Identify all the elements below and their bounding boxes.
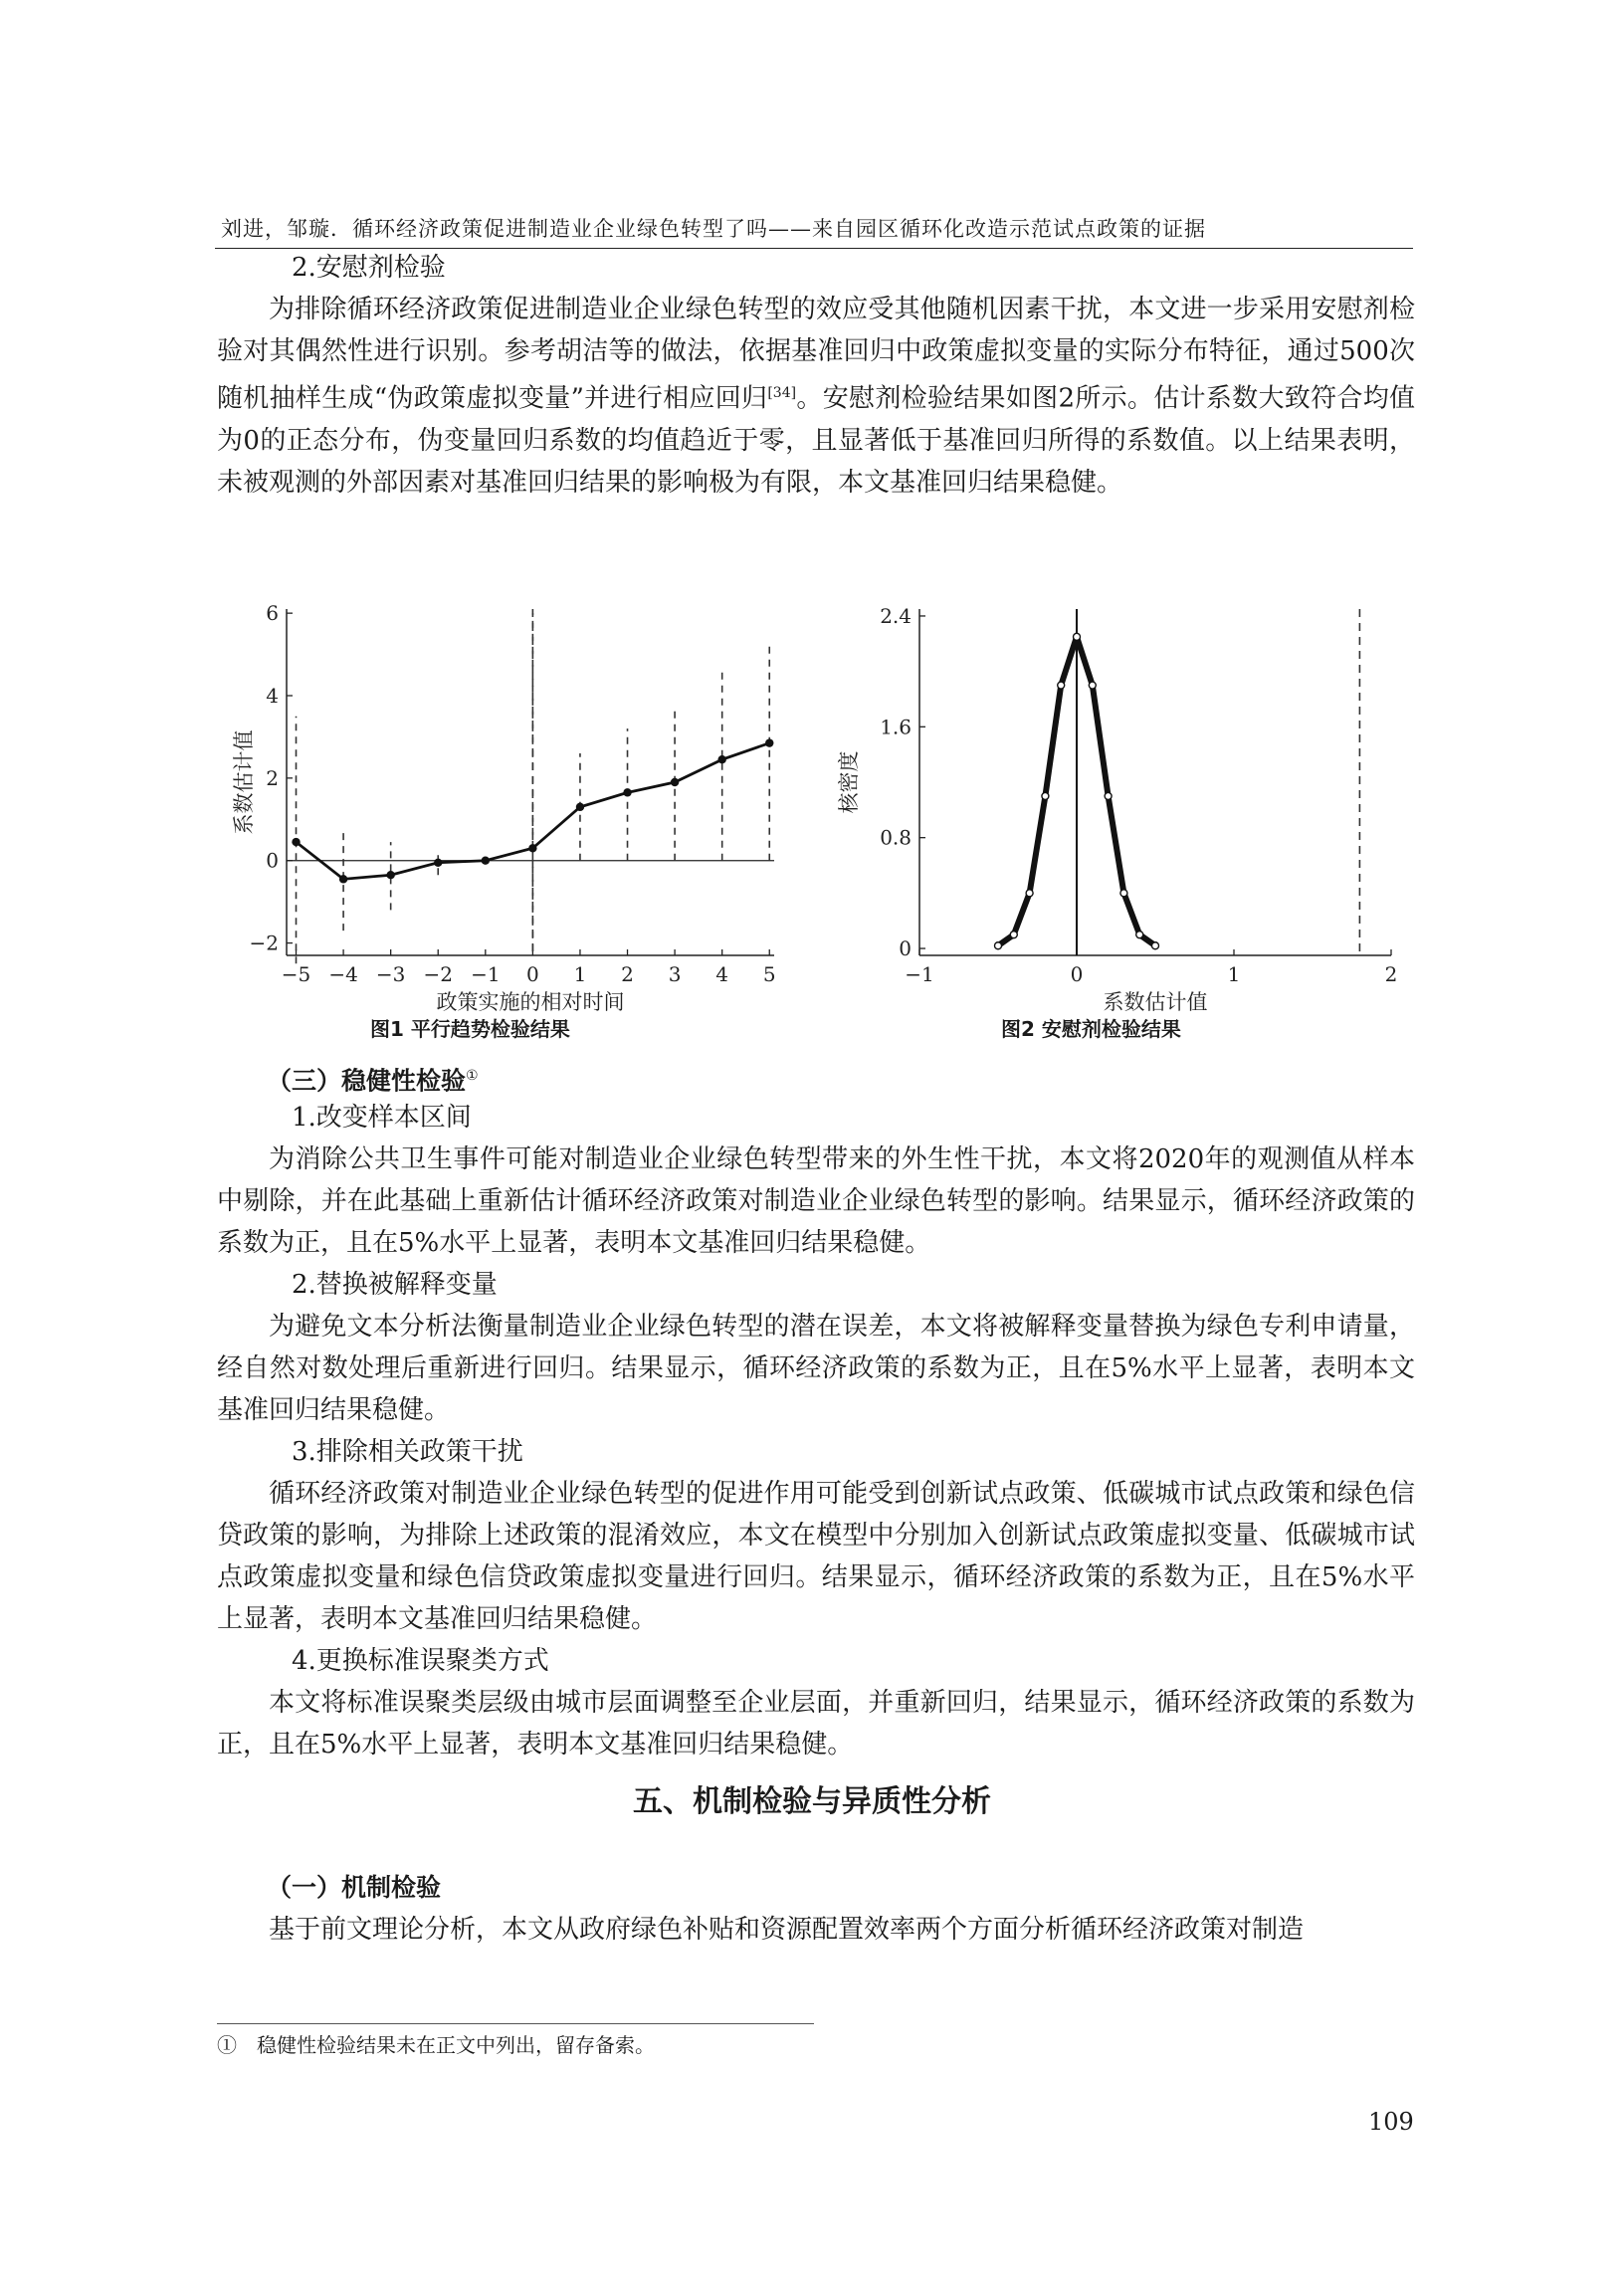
paragraph-text: 为排除循环经济政策促进制造业企业绿色转型的效应受其他随机因素干扰，本文进一步采用安慰剂检验对其偶然性进行识别。参考胡洁等的做法，依据基准回归中政策虚拟变量的实际分布特征，通过500次随机抽样生成“伪政策虚拟变量”并进行相应回归: [217, 295, 1415, 414]
x-tick-label: −4: [328, 962, 358, 986]
robust-3-title: 3.排除相关政策干扰: [292, 1437, 523, 1467]
x-tick-label: 0: [1070, 962, 1084, 986]
section-placebo-title: 2.安慰剂检验: [292, 253, 446, 283]
x-tick-label: −2: [423, 962, 453, 986]
x-axis-label: 系数估计值: [1103, 990, 1208, 1014]
running-head: 刘进，邹璇．循环经济政策促进制造业企业绿色转型了吗——来自园区循环化改造示范试点政策的证据: [221, 217, 1206, 241]
y-tick-label: −2: [249, 931, 279, 955]
section-3-heading: [267, 1055, 479, 1102]
x-tick-label: 2: [1384, 962, 1398, 986]
y-tick-label: 0: [899, 936, 912, 961]
x-tick-label: −1: [471, 962, 501, 986]
density-point: [1026, 890, 1033, 897]
robust-2-paragraph: 为避免文本分析法衡量制造业企业绿色转型的潜在误差，本文将被解释变量替换为绿色专利申请量，经自然对数处理后重新进行回归。结果显示，循环经济政策的系数为正，且在5%水平上显著，表明本文基准回归结果稳健。: [217, 1312, 1415, 1425]
density-point: [1089, 682, 1096, 689]
y-tick-label: 2.4: [880, 603, 912, 628]
density-point: [1152, 942, 1159, 949]
x-tick-label: 1: [573, 962, 587, 986]
robust-4-title: 4.更换标准误聚类方式: [292, 1646, 549, 1676]
coefficient-point: [339, 875, 347, 883]
x-tick-label: −1: [905, 962, 934, 986]
section-placebo-paragraph: [217, 289, 1415, 504]
coefficient-point: [765, 738, 773, 746]
density-point: [1058, 682, 1065, 689]
y-tick-label: 6: [266, 601, 279, 626]
coefficient-point: [717, 755, 725, 763]
x-tick-label: 0: [526, 962, 539, 986]
x-axis-label: 政策实施的相对时间: [436, 990, 625, 1014]
x-tick-label: −5: [281, 962, 311, 986]
robust-1-paragraph: 为消除公共卫生事件可能对制造业企业绿色转型带来的外生性干扰，本文将2020年的观测值从样本中剔除，并在此基础上重新估计循环经济政策对制造业企业绿色转型的影响。结果显示，循环经济政策的系数为正，且在5%水平上显著，表明本文基准回归结果稳健。: [217, 1144, 1415, 1258]
coefficient-point: [623, 788, 631, 796]
robust-4-paragraph: 本文将标准误聚类层级由城市层面调整至企业层面，并重新回归，结果显示，循环经济政策的系数为正，且在5%水平上显著，表明本文基准回归结果稳健。: [217, 1688, 1415, 1760]
robust-2-title: 2.替换被解释变量: [292, 1270, 498, 1300]
figure-1-chart: [221, 587, 798, 1015]
density-point: [1010, 932, 1017, 938]
section-3-title: （三）稳健性检验: [267, 1066, 467, 1096]
x-tick-label: −3: [375, 962, 406, 986]
footnote-rule: [217, 2023, 814, 2024]
coefficient-point: [434, 859, 442, 867]
x-tick-label: 1: [1227, 962, 1241, 986]
x-tick-label: 2: [621, 962, 634, 986]
y-axis-label: 系数估计值: [232, 729, 256, 835]
density-point: [1136, 932, 1143, 938]
citation: [34]: [767, 385, 797, 401]
x-tick-label: 5: [762, 962, 776, 986]
y-tick-label: 4: [266, 684, 279, 708]
section-5-1-heading: （一）机制检验: [267, 1873, 442, 1902]
figure-2-chart: [816, 587, 1413, 1015]
y-axis-label: 核密度: [837, 750, 861, 814]
coefficient-point: [671, 778, 679, 786]
x-tick-label: 4: [715, 962, 729, 986]
figure-1-caption: 图1 平行趋势检验结果: [370, 1017, 570, 1041]
coefficient-point: [482, 857, 490, 865]
y-tick-label: 2: [266, 765, 279, 790]
section-5-1-paragraph: 基于前文理论分析，本文从政府绿色补贴和资源配置效率两个方面分析循环经济政策对制造: [269, 1915, 1305, 1945]
section-5-heading: 五、机制检验与异质性分析: [633, 1784, 991, 1819]
y-tick-label: 1.6: [880, 715, 912, 739]
footnote: ① 稳健性检验结果未在正文中列出，留存备索。: [217, 2033, 655, 2057]
density-point: [995, 942, 1002, 949]
x-tick-label: 3: [668, 962, 682, 986]
footnote-marker: ①: [466, 1068, 479, 1084]
y-tick-label: 0: [266, 848, 279, 873]
figure-2-caption: 图2 安慰剂检验结果: [1001, 1017, 1181, 1041]
paragraph-text-tail: 。安慰剂检验结果如图2所示。估计系数大致符合均值为0的正态分布，伪变量回归系数的均值趋近于零，且显著低于基准回归所得的系数值。以上结果表明，未被观测的外部因素对基准回归结果的影响极为有限，本文基准回归结果稳健。: [217, 383, 1415, 498]
density-point: [1074, 633, 1081, 640]
density-point: [1042, 792, 1049, 799]
density-point: [1105, 792, 1112, 799]
robust-1-title: 1.改变样本区间: [292, 1103, 472, 1133]
y-tick-label: 0.8: [880, 825, 912, 850]
coefficient-point: [576, 803, 584, 811]
robust-3-paragraph: 循环经济政策对制造业企业绿色转型的促进作用可能受到创新试点政策、低碳城市试点政策和绿色信贷政策的影响，为排除上述政策的混淆效应，本文在模型中分别加入创新试点政策虚拟变量、低碳城市试点政策虚拟变量和绿色信贷政策虚拟变量进行回归。结果显示，循环经济政策的系数为正，且在5%水平上显著，表明本文基准回归结果稳健。: [217, 1479, 1415, 1634]
coefficient-point: [386, 871, 394, 879]
coefficient-point: [528, 844, 536, 852]
page-number: 109: [1368, 2108, 1414, 2136]
density-point: [1120, 890, 1127, 897]
coefficient-point: [292, 838, 300, 846]
